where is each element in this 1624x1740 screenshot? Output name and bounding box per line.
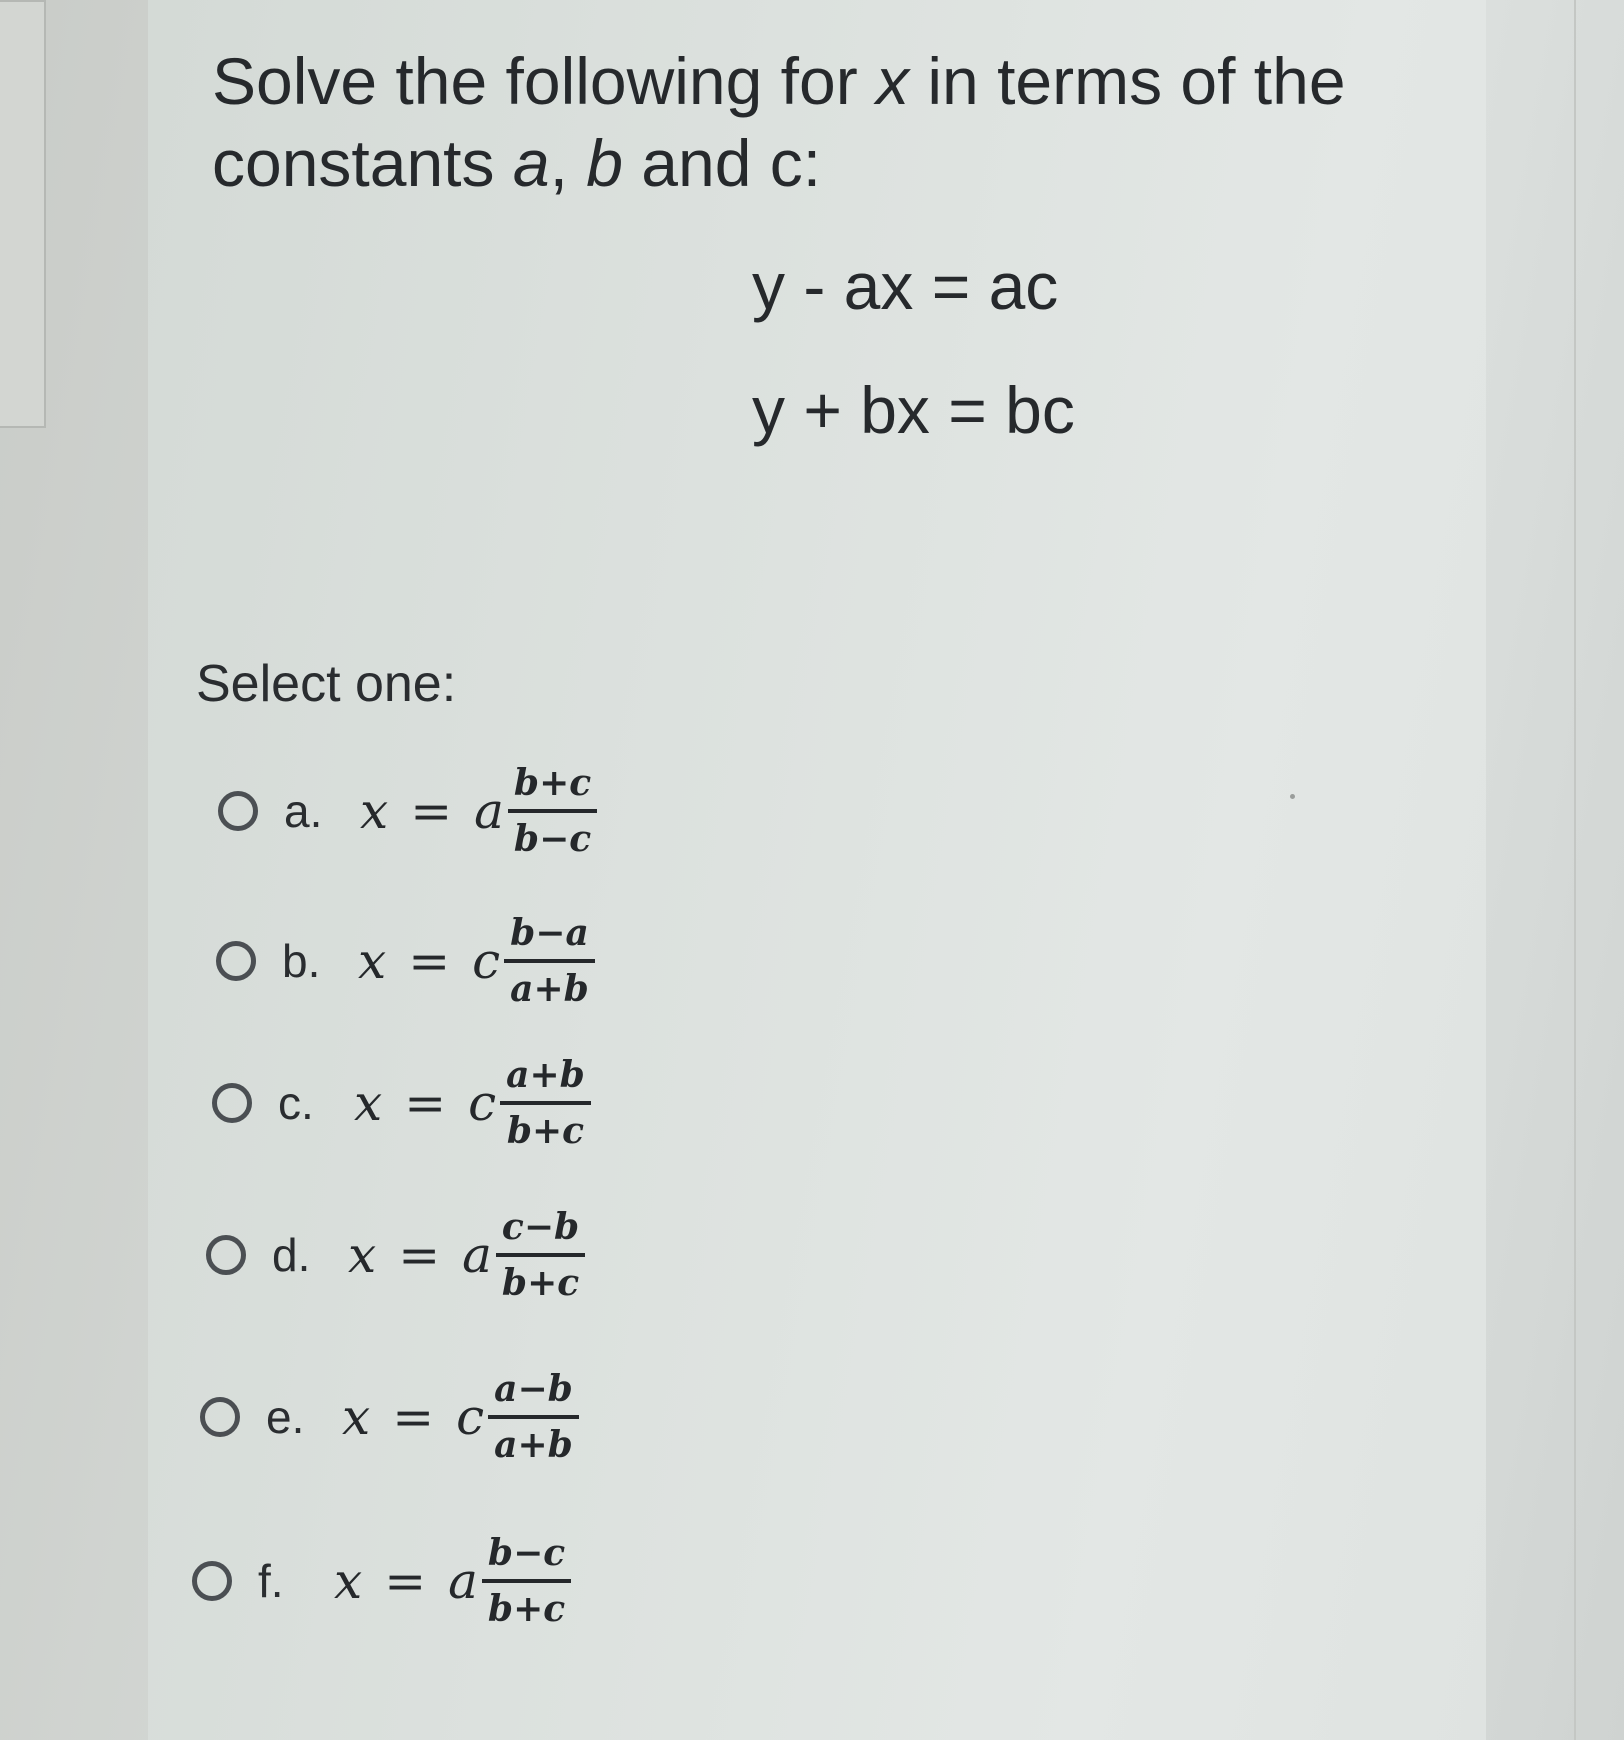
formula-lhs: x	[334, 1552, 363, 1610]
question-variable-x: x	[876, 44, 910, 118]
option-formula	[360, 761, 597, 861]
fraction-denominator: b−c	[513, 818, 592, 860]
option-formula	[358, 911, 595, 1011]
screen-speck	[1290, 794, 1295, 799]
option-e[interactable]	[200, 1362, 579, 1472]
formula-equals: =	[410, 782, 453, 840]
radio-button-b[interactable]	[216, 941, 256, 981]
option-d[interactable]	[206, 1200, 585, 1310]
formula-lhs: x	[354, 1074, 383, 1132]
fraction-numerator: c−b	[496, 1205, 585, 1257]
fraction-numerator: b+c	[508, 761, 597, 813]
formula-equals: =	[408, 932, 451, 990]
question-text-part: in terms of the constants	[212, 44, 1346, 200]
formula-coefficient: a	[448, 1552, 478, 1610]
fraction-numerator: b−c	[482, 1531, 571, 1583]
formula-coefficient: c	[456, 1388, 485, 1446]
fraction-denominator: b+c	[506, 1110, 585, 1152]
formula-equals: =	[404, 1074, 447, 1132]
equation-1: y - ax = ac	[752, 249, 1059, 323]
equation-system	[752, 240, 1075, 488]
fraction-numerator: a+b	[500, 1053, 591, 1105]
fraction-denominator: b+c	[501, 1262, 580, 1304]
radio-button-d[interactable]	[206, 1235, 246, 1275]
formula-coefficient: c	[472, 932, 501, 990]
option-a[interactable]	[218, 756, 597, 866]
question-text	[212, 40, 1362, 204]
question-text-part: and c:	[622, 126, 822, 200]
fraction-denominator: b+c	[487, 1588, 566, 1630]
formula-equals: =	[392, 1388, 435, 1446]
radio-button-e[interactable]	[200, 1397, 240, 1437]
option-letter: f.	[258, 1555, 284, 1607]
formula-fraction	[500, 1053, 591, 1153]
formula-fraction	[504, 911, 595, 1011]
formula-equals: =	[398, 1226, 441, 1284]
option-formula	[348, 1205, 585, 1305]
question-text-part: Solve the following for	[212, 44, 877, 118]
formula-fraction	[488, 1367, 579, 1467]
option-formula	[354, 1053, 591, 1153]
formula-fraction	[508, 761, 597, 861]
formula-lhs: x	[348, 1226, 377, 1284]
select-one-label: Select one:	[196, 655, 457, 713]
formula-lhs: x	[342, 1388, 371, 1446]
radio-button-c[interactable]	[212, 1083, 252, 1123]
option-f[interactable]	[192, 1526, 571, 1636]
formula-coefficient: a	[462, 1226, 492, 1284]
option-c[interactable]	[212, 1048, 591, 1158]
formula-fraction	[496, 1205, 585, 1305]
option-letter: a.	[284, 785, 323, 837]
right-panel-edge	[1574, 0, 1576, 1740]
formula-coefficient: c	[468, 1074, 497, 1132]
option-letter: e.	[266, 1391, 305, 1443]
fraction-numerator: a−b	[488, 1367, 579, 1419]
option-letter: b.	[282, 935, 321, 987]
question-variable-b: b	[586, 126, 623, 200]
radio-button-f[interactable]	[192, 1561, 232, 1601]
formula-equals: =	[384, 1552, 427, 1610]
formula-lhs: x	[358, 932, 387, 990]
fraction-denominator: a+b	[494, 1424, 573, 1466]
formula-lhs: x	[360, 782, 389, 840]
formula-coefficient: a	[474, 782, 504, 840]
option-formula	[334, 1531, 571, 1631]
option-b[interactable]	[216, 906, 595, 1016]
option-letter: c.	[278, 1077, 314, 1129]
option-letter: d.	[272, 1229, 311, 1281]
radio-button-a[interactable]	[218, 791, 258, 831]
formula-fraction	[482, 1531, 571, 1631]
question-text-part: ,	[549, 126, 587, 200]
equation-2: y + bx = bc	[752, 373, 1075, 447]
option-formula	[342, 1367, 579, 1467]
question-variable-a: a	[512, 126, 550, 200]
fraction-numerator: b−a	[504, 911, 595, 963]
fraction-denominator: a+b	[510, 968, 589, 1010]
left-panel-frame	[0, 0, 46, 428]
